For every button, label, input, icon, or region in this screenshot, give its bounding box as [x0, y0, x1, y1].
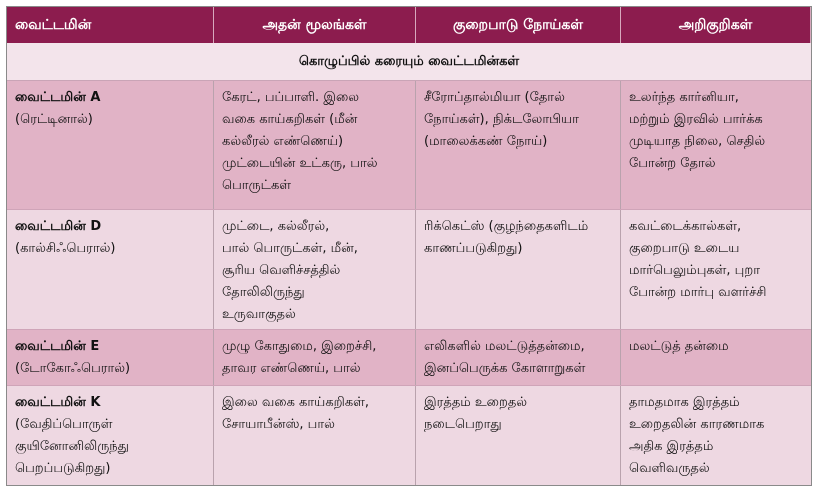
- vitamin-name: வைட்டமின் D: [15, 219, 102, 234]
- vitamin-name: வைட்டமின் K: [15, 395, 101, 410]
- sources-cell: [214, 210, 416, 329]
- header-symptoms: அறிகுறிகள்: [621, 7, 811, 43]
- disease-cell: [416, 210, 621, 329]
- disease-line: ரிக்கெட்ஸ் (குழந்தைகளிடம்: [424, 219, 589, 234]
- source-line: பொருட்கள்: [222, 178, 292, 193]
- table-row: [7, 81, 811, 210]
- vitamin-alias-line: (வேதிப்பொருள்: [15, 417, 113, 432]
- disease-cell: [416, 330, 621, 385]
- header-vitamin: வைட்டமின்: [7, 7, 214, 43]
- disease-line: சீரோப்தால்மியா (தோல்: [424, 90, 565, 105]
- symptom-line: மற்றும் இரவில் பார்க்க: [629, 112, 763, 127]
- source-line: உருவாகுதல்: [222, 307, 296, 322]
- header-deficiency-disease: குறைபாடு நோய்கள்: [416, 7, 621, 43]
- disease-line: காணப்படுகிறது): [424, 241, 523, 256]
- source-line: தோலிலிருந்து: [222, 285, 305, 300]
- disease-cell: [416, 386, 621, 485]
- symptoms-cell: [621, 330, 811, 385]
- symptom-line: உலர்ந்த கார்னியா,: [629, 90, 739, 105]
- table-header-row: [7, 7, 811, 43]
- subheading-fat-soluble: கொழுப்பில் கரையும் வைட்டமின்கள்: [298, 54, 520, 69]
- symptom-line: உறைதலின் காரணமாக: [629, 417, 765, 432]
- sources-cell: [214, 81, 416, 209]
- vitamin-cell: [7, 81, 214, 209]
- vitamin-alias-line: குயினோனிலிருந்து: [15, 439, 129, 454]
- vitamin-cell: [7, 386, 214, 485]
- source-line: வகை காய்கறிகள் (மீன்: [222, 112, 358, 127]
- symptom-line: மார்பெலும்புகள், புறா: [629, 263, 760, 278]
- disease-line: இனப்பெருக்க கோளாறுகள்: [424, 361, 586, 376]
- vitamin-alias: (கால்சிஃபெரால்): [15, 241, 116, 256]
- disease-line: நோய்கள்), நிக்டலோபியா: [424, 112, 579, 127]
- symptoms-cell: [621, 81, 811, 209]
- table-row: [7, 330, 811, 386]
- source-line: தாவர எண்ணெய், பால்: [222, 361, 361, 376]
- source-line: சூரிய வெளிச்சத்தில்: [222, 263, 341, 278]
- source-line: பால் பொருட்கள், மீன்,: [222, 241, 358, 256]
- symptom-line: போன்ற மார்பு வளர்ச்சி: [629, 285, 767, 300]
- disease-line: (மாலைக்கண் நோய்): [424, 134, 548, 149]
- symptom-line: மலட்டுத் தன்மை: [629, 339, 729, 354]
- symptom-line: போன்ற தோல்: [629, 156, 716, 171]
- vitamin-alias: (ரெட்டினால்): [15, 112, 93, 127]
- symptom-line: குறைபாடு உடைய: [629, 241, 740, 256]
- source-line: முட்டை, கல்லீரல்,: [222, 219, 330, 234]
- vitamin-alias-line: பெறப்படுகிறது): [15, 461, 111, 476]
- sources-cell: [214, 330, 416, 385]
- vitamin-name: வைட்டமின் E: [15, 339, 100, 354]
- source-line: கல்லீரல் எண்ணெய்): [222, 134, 344, 149]
- disease-line: நடைபெறாது: [424, 417, 502, 432]
- table-row: [7, 210, 811, 330]
- vitamin-name: வைட்டமின் A: [15, 90, 101, 105]
- header-sources: அதன் மூலங்கள்: [214, 7, 416, 43]
- table-row: [7, 386, 811, 485]
- vitamin-cell: [7, 210, 214, 329]
- disease-line: இரத்தம் உறைதல்: [424, 395, 528, 410]
- source-line: சோயாபீன்ஸ், பால்: [222, 417, 335, 432]
- source-line: முழு கோதுமை, இறைச்சி,: [222, 339, 377, 354]
- vitamin-alias: (டோகோஃபெரால்): [15, 361, 131, 376]
- disease-cell: [416, 81, 621, 209]
- source-line: முட்டையின் உட்கரு, பால்: [222, 156, 378, 171]
- vitamin-table: [6, 6, 812, 486]
- table-subheading-row: [7, 43, 811, 81]
- symptom-line: கவட்டைக்கால்கள்,: [629, 219, 742, 234]
- source-line: கேரட், பப்பாளி. இலை: [222, 90, 360, 105]
- disease-line: எலிகளில் மலட்டுத்தன்மை,: [424, 339, 585, 354]
- source-line: இலை வகை காய்கறிகள்,: [222, 395, 369, 410]
- symptom-line: முடியாத நிலை, செதில்: [629, 134, 766, 149]
- sources-cell: [214, 386, 416, 485]
- symptom-line: தாமதமாக இரத்தம்: [629, 395, 740, 410]
- symptoms-cell: [621, 386, 811, 485]
- symptoms-cell: [621, 210, 811, 329]
- symptom-line: வெளிவருதல்: [629, 461, 710, 476]
- symptom-line: அதிக இரத்தம்: [629, 439, 714, 454]
- vitamin-cell: [7, 330, 214, 385]
